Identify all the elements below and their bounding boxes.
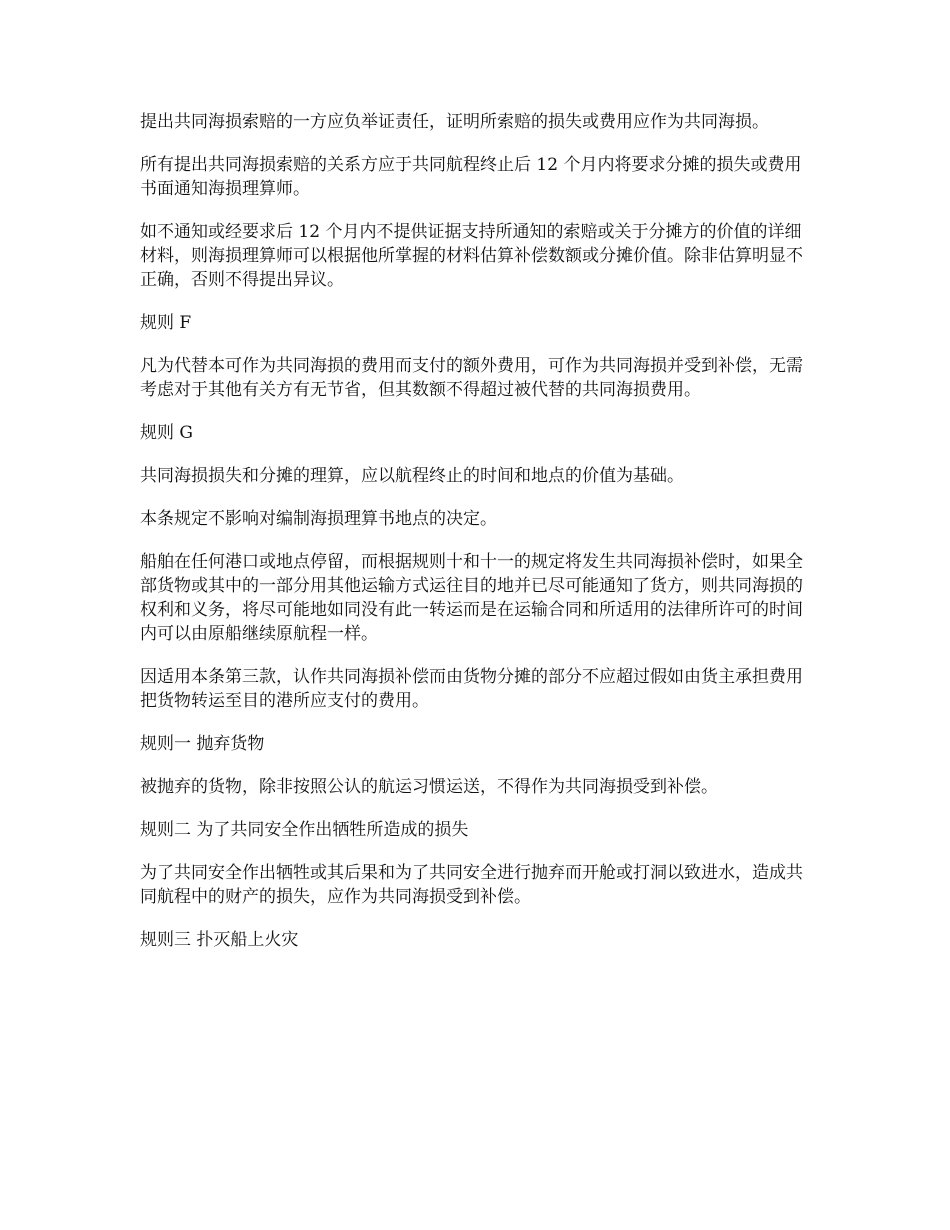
heading-rule-3-fire: 规则三 扑灭船上火灾 [140, 930, 299, 950]
heading-rule-g: 规则 G [140, 423, 193, 443]
paragraph-sacrifice-damage: 为了共同安全作出牺牲或其后果和为了共同安全进行抛弃而开舱或打洞以致进水，造成共同航程中的财产的损失，应作为共同海损受到补偿。 [140, 863, 803, 907]
paragraph-burden-of-proof: 提出共同海损索赔的一方应负举证责任，证明所索赔的损失或费用应作为共同海损。 [140, 112, 769, 132]
paragraph-place-of-adjustment: 本条规定不影响对编制海损理算书地点的决定。 [140, 509, 497, 529]
heading-rule-f: 规则 F [140, 313, 192, 333]
paragraph-forwarding-cargo: 船舶在任何港口或地点停留，而根据规则十和十一的规定将发生共同海损补偿时，如果全部货物或其中的一部分用其他运输方式运往目的地并已尽可能通知了货方，则共同海损的权利和义务，将尽可能地如同没有此一转运而是在运输合同和所适用的法律所许可的时间内可以由原船继续原航程一样。 [140, 552, 803, 644]
paragraph-estimate-values: 如不通知或经要求后 12 个月内不提供证据支持所通知的索赔或关于分摊方的价值的详细材料，则海损理算师可以根据他所掌握的材料估算补偿数额或分摊价值。除非估算明显不正确，否则不得提出异议。 [140, 222, 803, 290]
paragraph-cargo-contribution-limit: 因适用本条第三款，认作共同海损补偿而由货物分摊的部分不应超过假如由货主承担费用把货物转运至目的港所应支付的费用。 [140, 667, 803, 711]
paragraph-adjustment-basis: 共同海损损失和分摊的理算，应以航程终止的时间和地点的价值为基础。 [140, 466, 684, 486]
heading-rule-2-sacrifice-loss: 规则二 为了共同安全作出牺牲所造成的损失 [140, 820, 469, 840]
heading-rule-1-jettison: 规则一 抛弃货物 [140, 734, 265, 754]
paragraph-notice-period: 所有提出共同海损索赔的关系方应于共同航程终止后 12 个月内将要求分摊的损失或费用书面通知海损理算师。 [140, 155, 802, 199]
paragraph-substituted-expenses: 凡为代替本可作为共同海损的费用而支付的额外费用，可作为共同海损并受到补偿，无需考虑对于其他有关方有无节省，但其数额不得超过被代替的共同海损费用。 [140, 356, 803, 400]
document-page [140, 110, 812, 971]
paragraph-jettisoned-cargo: 被抛弃的货物，除非按照公认的航运习惯运送，不得作为共同海损受到补偿。 [140, 777, 718, 797]
